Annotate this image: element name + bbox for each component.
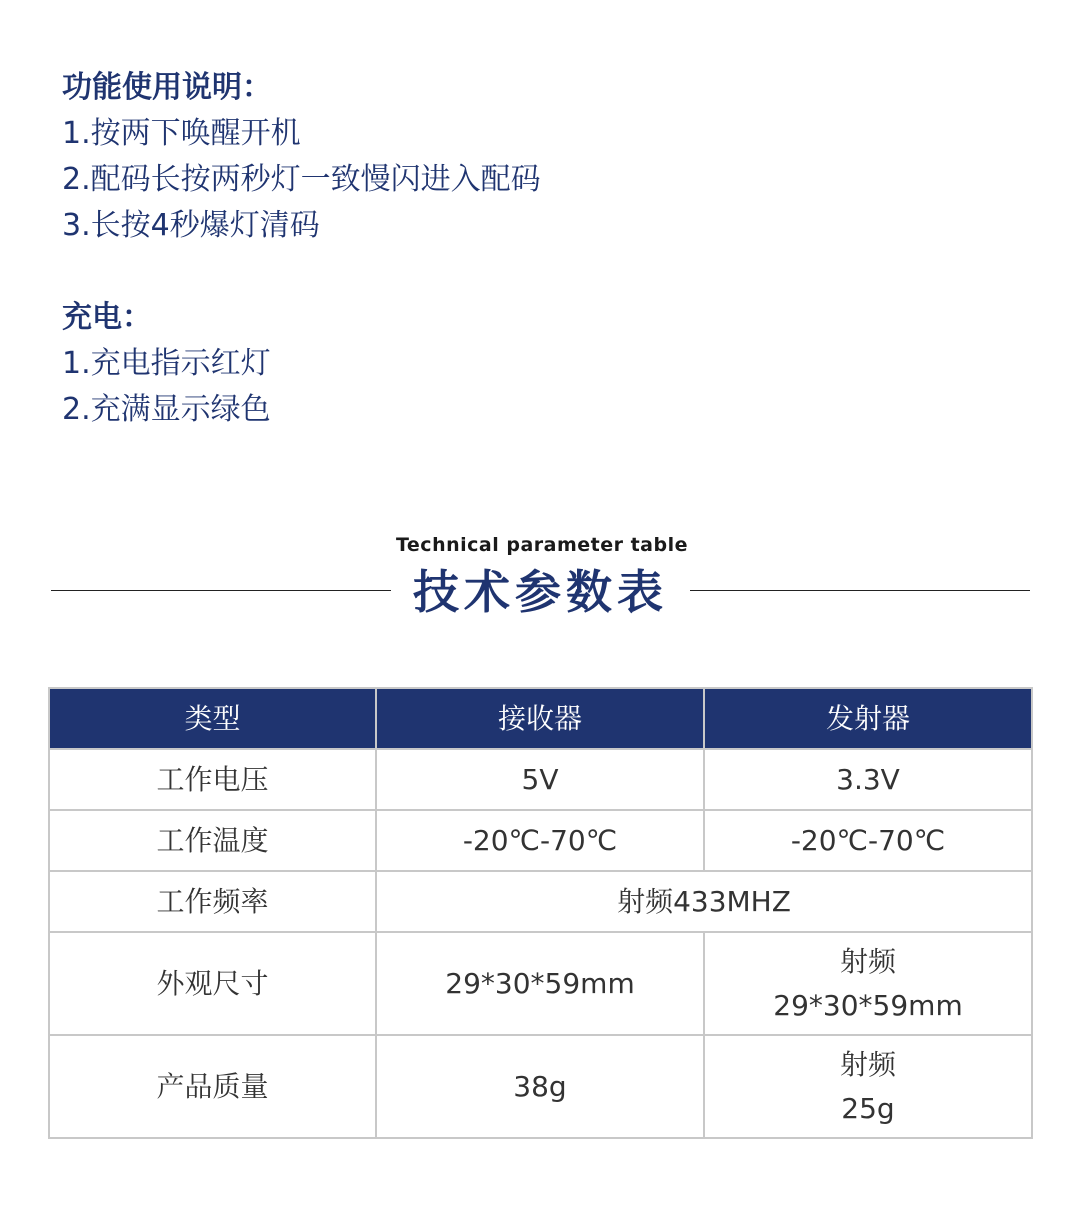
- charging-line-1: 1.充电指示红灯: [62, 346, 271, 381]
- transmitter-value-line1: 射频: [839, 1047, 896, 1081]
- table-header-row: [49, 688, 1032, 749]
- divider-right: [690, 590, 1030, 591]
- transmitter-value-line2: 25g: [841, 1091, 895, 1125]
- row-label: 工作电压: [49, 749, 376, 810]
- merged-value: 射频433MHZ: [376, 871, 1032, 932]
- header-transmitter: 发射器: [704, 688, 1032, 749]
- charging-line-2: 2.充满显示绿色: [62, 392, 271, 427]
- transmitter-value: [704, 1035, 1032, 1138]
- table-row: [49, 810, 1032, 871]
- table-row: [49, 1035, 1032, 1138]
- receiver-value: 38g: [376, 1035, 704, 1138]
- row-label: 外观尺寸: [49, 932, 376, 1035]
- charging-title: 充电：: [62, 300, 152, 335]
- divider-left: [51, 590, 391, 591]
- table-row: [49, 932, 1032, 1035]
- transmitter-value-line2: 29*30*59mm: [773, 988, 963, 1022]
- transmitter-value: [704, 932, 1032, 1035]
- parameter-table: [48, 687, 1033, 1139]
- instruction-line-1: 1.按两下唤醒开机: [62, 116, 301, 151]
- receiver-value: 5V: [376, 749, 704, 810]
- row-label: 产品质量: [49, 1035, 376, 1138]
- header-type: 类型: [49, 688, 376, 749]
- instruction-line-2: 2.配码长按两秒灯一致慢闪进入配码: [62, 162, 541, 197]
- receiver-value: -20℃-70℃: [376, 810, 704, 871]
- table-subtitle-en: Technical parameter table: [395, 534, 689, 556]
- instruction-line-3: 3.长按4秒爆灯清码: [62, 208, 320, 243]
- row-label: 工作温度: [49, 810, 376, 871]
- header-receiver: 接收器: [376, 688, 704, 749]
- receiver-value: 29*30*59mm: [376, 932, 704, 1035]
- row-label: 工作频率: [49, 871, 376, 932]
- table-title: 技术参数表: [413, 565, 668, 619]
- instructions-title: 功能使用说明：: [62, 70, 272, 105]
- table-row: [49, 749, 1032, 810]
- table-row: [49, 871, 1032, 932]
- transmitter-value: 3.3V: [704, 749, 1032, 810]
- transmitter-value-line1: 射频: [839, 944, 896, 978]
- transmitter-value: -20℃-70℃: [704, 810, 1032, 871]
